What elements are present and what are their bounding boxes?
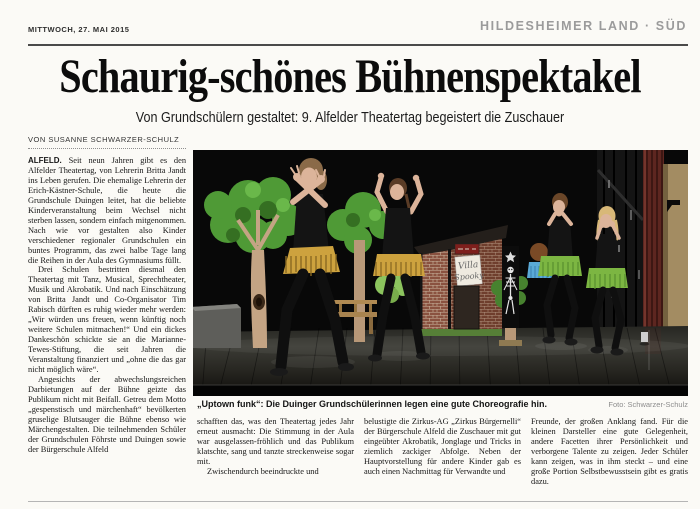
body-paragraph: schafften das, was den Theatertag jedes Jahr erneut ausmacht: Die Stimmung in der Aula war ausgelassen-fröhlich und das Publikum klatschte, sang und tanzte streckenweise sogar mit. — [197, 417, 354, 466]
issue-date: MITTWOCH, 27. MAI 2015 — [28, 25, 130, 34]
photo-caption: „Uptown funk“: Die Duinger Grundschülerinnen legen eine gute Choreografie hin. — [197, 399, 548, 409]
article-column-left — [28, 156, 186, 455]
house-sign-line2: Spooky — [453, 270, 485, 283]
stage-front-edge — [193, 385, 688, 396]
photo-credit: Foto: Schwarzer-Schulz — [608, 400, 688, 409]
masthead-rule — [28, 44, 688, 46]
house-sign-line1: Villa — [457, 260, 479, 272]
byline: VON SUSANNE SCHWARZER-SCHULZ — [28, 135, 186, 149]
photo-caption-row — [197, 399, 688, 409]
paragraph-text: Seit neun Jahren gibt es den Alfelder Theatertag, von Lehrerin Britta Jandt ins Leben gerufen. Die ehemalige Lehrerin der Erich-Kästner-Schule, die heute die Grundschule Duingen leitet, hat die beliebte Kinderveranstaltung beim Wechsel nicht sterben lassen, sondern einfach mitgenommen. Nach wie vor gestalten also Kinder verschiedener regionaler Grundschulen ein buntes Programm, das zwei halbe Tage lang die Reihen in der Aula des Gymnasiums füllt. — [28, 156, 187, 265]
body-paragraph: Angesichts der abwechslungsreichen Darbietungen auf der Bühne geizte das Publikum nicht mit Beifall. Getreu dem Motto „gespenstisch und märchenhaft“ bevölkerten gruselige Blutsauger die Bühne ebenso wie Märchengestalten. Die teilnehmenden Schüler der Grundschulen Föhrste und Duingen sowie der Bürgerschule Alfeld — [28, 374, 186, 454]
body-paragraph: Zwischendurch beeindruckte und — [207, 466, 319, 476]
stage-photo — [193, 150, 688, 396]
body-paragraph — [28, 156, 186, 265]
article-column-3 — [364, 417, 521, 487]
house-door — [454, 286, 479, 329]
skeleton-banner — [502, 246, 519, 328]
article-bottom-columns — [197, 417, 688, 487]
stage-photo-svg — [193, 150, 688, 396]
section-title: HILDESHEIMER LAND · SÜD — [480, 19, 687, 33]
article-headline: Schaurig-schönes Bühnenspektakel — [59, 50, 641, 103]
cup-prop — [640, 332, 650, 346]
stage-block — [193, 304, 241, 348]
body-paragraph: Drei Schulen bestritten diesmal den Theatertag mit Tanz, Musical, Sprechtheater, Musik und Akrobatik. Und nach Einschätzung von Britta Jandt und Co-Organisator Tim Rabisch dürften es ruhig wieder mehr werden: „Wir würden uns freuen, wenn künftig noch weitere Schulen mitmachen!“ Und ein dickes Dankeschön schickte sie an die Marianne-Tewes-Stiftung, die seit Jahren die Veranstaltung finanziert und „ohne die das gar nicht möglich wäre“. — [28, 265, 186, 375]
location-lead: ALFELD. — [28, 156, 62, 165]
article-column-2 — [197, 417, 354, 487]
house-sign — [453, 255, 485, 287]
body-paragraph: Freunde, der großen Anklang fand. Für die kleinen Darsteller eine gute Gelegenheit, andere Facetten ihrer Persönlichkeit und verborgene Talente zu zeigen. Jeder Schüler kann zeigen, was in ihm steckt – und eine große Portion Selbstbewusstsein gibt es gratis dazu. — [531, 417, 688, 486]
article-subhead: Von Grundschülern gestaltet: 9. Alfelder Theatertag begeistert die Zuschauer — [135, 109, 565, 126]
body-paragraph: belustigte die Zirkus-AG „Zirkus Bürgernelli“ der Bürgerschule Alfeld die Zuschauer mit gut eingeübter Akrobatik, Jonglage und Tricks in ziemlich zackiger Abfolge. Neben der Hauptvorstellung für andere Kinder gab es auch einen Nachmittag für Verwandte und — [364, 417, 521, 476]
article-column-4 — [531, 417, 688, 487]
bottom-rule — [28, 501, 688, 502]
stage-side-panel — [663, 164, 688, 343]
stage-curtain — [643, 150, 664, 332]
